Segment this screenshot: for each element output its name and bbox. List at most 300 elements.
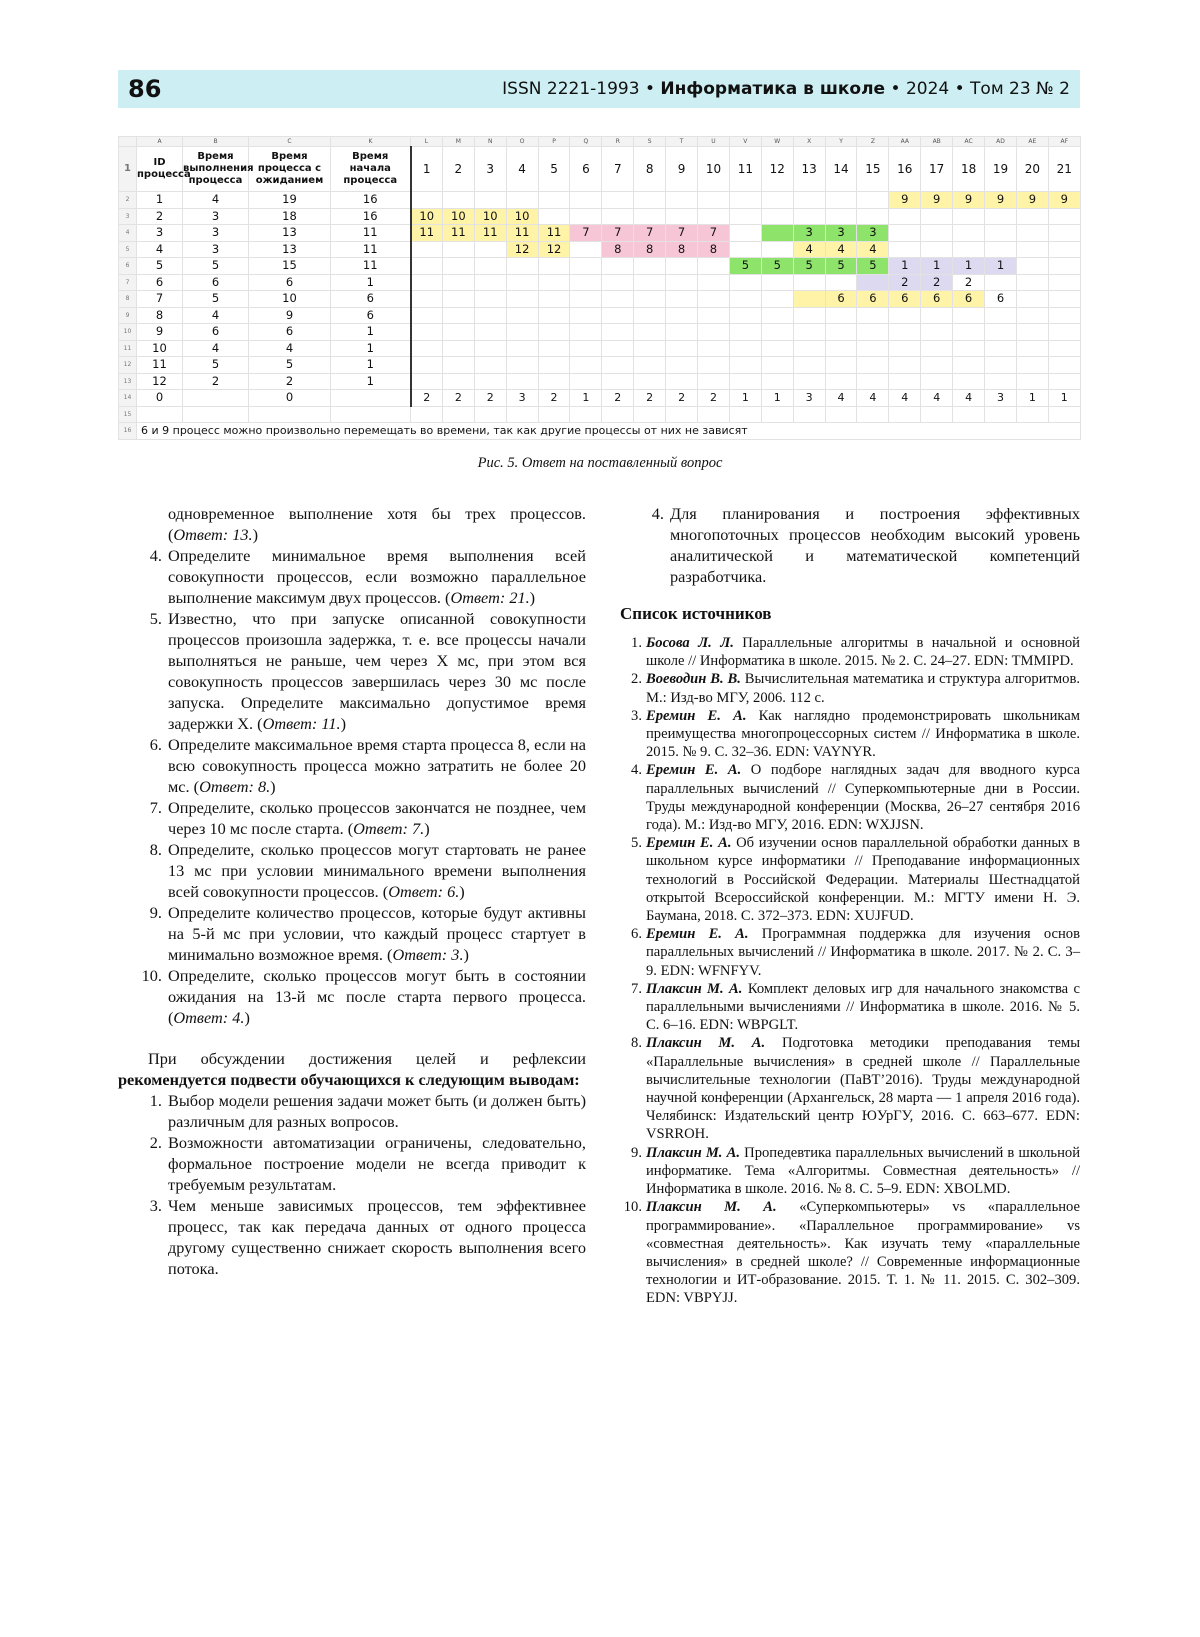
exec-time: 5 [183, 357, 249, 374]
empty-cell [538, 406, 570, 423]
time-cell [666, 192, 698, 209]
reference-item [620, 761, 1080, 834]
time-cell [1048, 241, 1080, 258]
empty-cell [1048, 406, 1080, 423]
time-cell [985, 373, 1017, 390]
time-cell [634, 258, 666, 275]
list-item [118, 839, 586, 902]
item-number: 4. [651, 504, 664, 523]
wait-time: 10 [249, 291, 331, 308]
time-cell [506, 357, 538, 374]
reference-text: Еремин Е. А. Программная поддержка для изучения основ параллельных вычислений // Информатика в школе. 2017. № 2. С. 3–9. EDN: WFNFYV. [646, 926, 1080, 979]
time-cell [634, 324, 666, 341]
wait-time: 6 [249, 324, 331, 341]
time-cell [570, 258, 602, 275]
wait-time: 9 [249, 307, 331, 324]
time-cell [857, 357, 889, 374]
time-cell [474, 373, 506, 390]
time-cell [793, 274, 825, 291]
time-header: 17 [921, 147, 953, 192]
time-cell [538, 340, 570, 357]
time-cell [793, 324, 825, 341]
reference-author: Плаксин М. А. [646, 980, 743, 997]
time-cell [570, 324, 602, 341]
list-item [118, 545, 586, 608]
time-cell [411, 291, 443, 308]
time-cell: 1 [953, 258, 985, 275]
column-letter: Q [570, 137, 602, 147]
time-cell [666, 307, 698, 324]
time-cell [666, 324, 698, 341]
reference-text: Босова Л. Л. Параллельные алгоритмы в начальной и основной школе // Информатика в школе. 2015. № 2. С. 24–27. EDN: TMMIPD. [646, 635, 1080, 670]
item-text: Определите количество процессов, которые будут активны на 5-й мс при условии, что каждый процесс стартует в минимально возможное время. (Ответ: 3.) [168, 903, 586, 964]
time-cell [1048, 373, 1080, 390]
reference-text: Еремин Е. А. Как наглядно продемонстрировать школьникам преимущества многопроцессорных систем // Информатика в школе. 2015. № 9. С. 32–36. EDN: VAYNYR. [646, 707, 1080, 761]
total-cell: 2 [634, 390, 666, 407]
empty-cell [602, 406, 634, 423]
time-cell [442, 192, 474, 209]
time-cell [825, 340, 857, 357]
time-cell [985, 208, 1017, 225]
time-cell [729, 324, 761, 341]
start-time: 6 [331, 307, 411, 324]
reference-text: Плаксин М. А. Комплект деловых игр для начального знакомства с параллельными вычислениями // Информатика в школе. 2016. № 5. С. 6–16. EDN: WBPGLT. [646, 980, 1080, 1034]
total-cell: 4 [825, 390, 857, 407]
column-letter: C [249, 137, 331, 147]
time-cell [411, 258, 443, 275]
total-a: 0 [137, 390, 183, 407]
empty-cell [1016, 406, 1048, 423]
reference-author: Босова Л. Л. [646, 635, 734, 651]
list-item [118, 965, 586, 1028]
time-cell [634, 208, 666, 225]
time-cell [538, 291, 570, 308]
total-cell: 1 [729, 390, 761, 407]
total-c: 0 [249, 390, 331, 407]
reference-number: 6. [631, 926, 642, 943]
time-cell [921, 324, 953, 341]
time-header: 5 [538, 147, 570, 192]
reference-item [620, 1034, 1080, 1143]
item-number: 5. [149, 609, 162, 628]
reference-number: 4. [631, 762, 642, 779]
start-time: 6 [331, 291, 411, 308]
empty-cell [411, 406, 443, 423]
time-cell [1016, 307, 1048, 324]
time-cell [985, 274, 1017, 291]
list-item [118, 608, 586, 734]
time-cell [953, 225, 985, 242]
left-column [118, 503, 586, 1279]
time-cell [985, 324, 1017, 341]
time-cell: 6 [825, 291, 857, 308]
time-cell [698, 274, 730, 291]
figure-caption: Рис. 5. Ответ на поставленный вопрос [477, 455, 723, 471]
time-cell [474, 258, 506, 275]
column-letter: T [666, 137, 698, 147]
process-id: 8 [137, 307, 183, 324]
time-cell [570, 357, 602, 374]
start-time: 16 [331, 192, 411, 209]
time-cell: 3 [857, 225, 889, 242]
time-cell [570, 274, 602, 291]
time-cell [889, 357, 921, 374]
item-text: Для планирования и построения эффективных многопоточных процессов необходим высокий уровень аналитической и математической компетенций разработчика. [670, 504, 1080, 586]
time-cell [602, 258, 634, 275]
time-cell [985, 357, 1017, 374]
start-time: 11 [331, 225, 411, 242]
time-cell [1048, 324, 1080, 341]
item-text: Определите минимальное время выполнения всей совокупности процессов, если возможно параллельное выполнение максимум двух процессов. (Ответ: 21.) [168, 546, 586, 607]
time-cell [953, 241, 985, 258]
time-cell: 7 [666, 225, 698, 242]
time-cell [602, 208, 634, 225]
time-cell [634, 192, 666, 209]
time-cell [921, 373, 953, 390]
column-letters-row [119, 137, 1081, 147]
column-letter: M [442, 137, 474, 147]
time-cell [1048, 340, 1080, 357]
time-cell [1016, 324, 1048, 341]
time-cell [953, 208, 985, 225]
process-id: 7 [137, 291, 183, 308]
time-cell [729, 208, 761, 225]
total-cell: 4 [889, 390, 921, 407]
empty-cell [506, 406, 538, 423]
time-cell [1016, 258, 1048, 275]
empty-cell [249, 406, 331, 423]
process-row [119, 225, 1081, 242]
time-cell [793, 291, 825, 308]
row-number: 13 [119, 373, 137, 390]
wait-time: 2 [249, 373, 331, 390]
total-cell: 2 [411, 390, 443, 407]
time-cell: 10 [474, 208, 506, 225]
references-title: Список источников [620, 604, 772, 623]
time-cell [411, 274, 443, 291]
time-cell [761, 225, 793, 242]
time-cell: 9 [1048, 192, 1080, 209]
conclusion-4 [620, 503, 1080, 587]
time-cell [442, 373, 474, 390]
empty-cell [698, 406, 730, 423]
time-cell [761, 340, 793, 357]
total-cell: 4 [857, 390, 889, 407]
column-letter: U [698, 137, 730, 147]
time-cell [570, 208, 602, 225]
process-id: 3 [137, 225, 183, 242]
time-cell [1016, 291, 1048, 308]
time-cell [442, 307, 474, 324]
page-number: 86 [128, 75, 162, 103]
process-id: 12 [137, 373, 183, 390]
time-header: 16 [889, 147, 921, 192]
process-row [119, 258, 1081, 275]
wait-time: 13 [249, 225, 331, 242]
time-cell [953, 373, 985, 390]
time-cell: 9 [985, 192, 1017, 209]
item-number: 7. [149, 798, 162, 817]
time-cell: 10 [442, 208, 474, 225]
time-cell [761, 291, 793, 308]
time-cell [506, 192, 538, 209]
time-cell: 8 [634, 241, 666, 258]
time-cell [825, 307, 857, 324]
item-number: 8. [149, 840, 162, 859]
time-cell: 5 [857, 258, 889, 275]
time-cell [666, 373, 698, 390]
row-number: 2 [119, 192, 137, 209]
time-cell [1048, 208, 1080, 225]
reference-text: Еремин Е. А. Об изучении основ параллельной обработки данных в школьном курсе информатики // Преподавание информационных технологий в Российской Федерации. Материалы Шестнадцатой открытой Всероссийской конференции. М.: МГТУ имени Н. Э. Баумана, 2018. С. 372–373. EDN: XUJFUD. [646, 835, 1080, 925]
time-cell: 9 [889, 192, 921, 209]
time-header: 6 [570, 147, 602, 192]
time-cell: 7 [602, 225, 634, 242]
process-id: 9 [137, 324, 183, 341]
time-cell [985, 225, 1017, 242]
time-header: 2 [442, 147, 474, 192]
time-cell [921, 241, 953, 258]
time-cell [570, 241, 602, 258]
time-cell [921, 340, 953, 357]
time-cell [538, 307, 570, 324]
time-cell [442, 258, 474, 275]
time-cell [411, 340, 443, 357]
column-letter: A [137, 137, 183, 147]
list-item [118, 1195, 586, 1279]
time-cell: 7 [698, 225, 730, 242]
time-cell: 11 [538, 225, 570, 242]
reference-number: 1. [631, 635, 642, 651]
time-cell [666, 357, 698, 374]
item-text: Определите, сколько процессов могут быть в состоянии ожидания на 13-й мс после старта первого процесса. (Ответ: 4.) [168, 966, 586, 1027]
time-cell [474, 291, 506, 308]
row-number: 5 [119, 241, 137, 258]
time-cell [761, 373, 793, 390]
time-cell: 5 [761, 258, 793, 275]
reference-item [620, 1198, 1080, 1307]
time-cell: 11 [474, 225, 506, 242]
total-cell: 4 [953, 390, 985, 407]
wait-time: 13 [249, 241, 331, 258]
time-cell [634, 274, 666, 291]
time-cell [825, 357, 857, 374]
time-cell: 6 [921, 291, 953, 308]
time-cell [411, 307, 443, 324]
time-cell: 10 [411, 208, 443, 225]
start-time: 11 [331, 241, 411, 258]
wait-time: 6 [249, 274, 331, 291]
time-cell: 10 [506, 208, 538, 225]
time-cell [953, 307, 985, 324]
column-header: Время начала процесса [331, 147, 411, 192]
row-number: 10 [119, 324, 137, 341]
time-cell [761, 192, 793, 209]
process-id: 5 [137, 258, 183, 275]
time-cell: 11 [442, 225, 474, 242]
time-cell: 4 [793, 241, 825, 258]
process-row [119, 373, 1081, 390]
exec-time: 3 [183, 225, 249, 242]
time-cell [793, 373, 825, 390]
time-cell: 8 [602, 241, 634, 258]
time-cell [761, 357, 793, 374]
item-number: 6. [149, 735, 162, 754]
list-item [620, 503, 1080, 587]
time-cell: 1 [921, 258, 953, 275]
total-cell: 1 [1048, 390, 1080, 407]
reference-number: 7. [631, 980, 642, 997]
time-cell [442, 340, 474, 357]
total-cell: 1 [761, 390, 793, 407]
exec-time: 6 [183, 274, 249, 291]
row-number: 16 [119, 423, 137, 440]
time-cell [474, 192, 506, 209]
time-cell [474, 324, 506, 341]
total-cell: 4 [921, 390, 953, 407]
time-cell: 8 [698, 241, 730, 258]
time-cell: 7 [570, 225, 602, 242]
time-cell [538, 357, 570, 374]
process-row [119, 357, 1081, 374]
process-id: 4 [137, 241, 183, 258]
time-cell [506, 291, 538, 308]
time-cell [793, 192, 825, 209]
exec-time: 6 [183, 324, 249, 341]
time-cell [602, 192, 634, 209]
row-number: 7 [119, 274, 137, 291]
total-cell: 2 [538, 390, 570, 407]
reference-item [620, 834, 1080, 925]
para-lead: При обсуждении достижения целей и рефлексии [148, 1049, 586, 1068]
column-letter: R [602, 137, 634, 147]
column-letter: W [761, 137, 793, 147]
time-cell [857, 340, 889, 357]
wait-time: 5 [249, 357, 331, 374]
column-letter: Y [825, 137, 857, 147]
time-cell: 5 [793, 258, 825, 275]
time-header: 21 [1048, 147, 1080, 192]
process-id: 2 [137, 208, 183, 225]
time-header: 9 [666, 147, 698, 192]
reference-author: Воеводин В. В. [646, 671, 741, 688]
time-cell: 6 [953, 291, 985, 308]
time-cell [889, 373, 921, 390]
header-row [119, 147, 1081, 192]
time-cell [1048, 291, 1080, 308]
item-text: Чем меньше зависимых процессов, тем эффективнее процесс, так как передача данных от одного процесса другому существенно снижает скорость выполнения всего потока. [168, 1196, 586, 1278]
time-cell [602, 357, 634, 374]
reference-item [620, 925, 1080, 980]
empty-cell [761, 406, 793, 423]
process-table [118, 136, 1081, 440]
reference-text: Плаксин М. А. Пропедевтика параллельных вычислений в школьной информатике. Тема «Алгоритмы. Совместная деятельность» // Информатика в школе. 2016. № 8. С. 5–9. EDN: XBOLMD. [646, 1144, 1080, 1198]
time-cell [506, 258, 538, 275]
column-letter: AF [1048, 137, 1080, 147]
time-cell [1016, 357, 1048, 374]
reference-text: Плаксин М. А. «Суперкомпьютеры» vs «параллельное программирование». «Параллельное программирование» vs «совместная деятельность». Как изучать тему «параллельные вычисления» в средней школе? // Современные информационные технологии и ИТ-образование. 2015. Т. 1. № 11. 2015. С. 302–309. EDN: VBPYJJ. [646, 1199, 1081, 1307]
time-cell: 9 [953, 192, 985, 209]
time-cell: 7 [634, 225, 666, 242]
list-item [118, 1090, 586, 1132]
total-cell: 1 [1016, 390, 1048, 407]
column-letter: X [793, 137, 825, 147]
time-cell [602, 373, 634, 390]
column-header: ID процесса [137, 147, 183, 192]
time-cell [793, 357, 825, 374]
time-cell [889, 324, 921, 341]
empty-cell [729, 406, 761, 423]
item-number: 9. [149, 903, 162, 922]
exec-time: 3 [183, 208, 249, 225]
time-cell [634, 307, 666, 324]
time-cell [698, 291, 730, 308]
process-row [119, 307, 1081, 324]
row-number: 8 [119, 291, 137, 308]
time-cell [506, 307, 538, 324]
time-cell [698, 307, 730, 324]
empty-cell [474, 406, 506, 423]
time-cell: 6 [985, 291, 1017, 308]
time-cell [538, 208, 570, 225]
total-cell: 3 [985, 390, 1017, 407]
time-cell [1048, 225, 1080, 242]
start-time: 11 [331, 258, 411, 275]
time-cell [698, 192, 730, 209]
exec-time: 4 [183, 340, 249, 357]
item-number: 4. [149, 546, 162, 565]
time-cell [889, 340, 921, 357]
reference-item [620, 1144, 1080, 1199]
reference-item [620, 707, 1080, 762]
process-row [119, 324, 1081, 341]
process-id: 6 [137, 274, 183, 291]
row-number: 14 [119, 390, 137, 407]
time-cell [1048, 357, 1080, 374]
time-cell [698, 258, 730, 275]
journal-info: ISSN 2221-1993 • Информатика в школе • 2024 • Том 23 № 2 [502, 79, 1070, 99]
reference-number: 8. [631, 1035, 642, 1052]
time-cell: 5 [825, 258, 857, 275]
time-cell [666, 291, 698, 308]
journal-title: Информатика в школе [660, 79, 886, 99]
time-cell [729, 291, 761, 308]
time-cell [921, 225, 953, 242]
reference-author: Еремин Е. А. [646, 926, 749, 943]
reference-author: Еремин Е. А. [646, 762, 742, 779]
time-cell [634, 373, 666, 390]
time-header: 15 [857, 147, 889, 192]
total-cell: 2 [442, 390, 474, 407]
empty-cell [985, 406, 1017, 423]
column-letter: N [474, 137, 506, 147]
process-id: 1 [137, 192, 183, 209]
total-k [331, 390, 411, 407]
row-number: 12 [119, 357, 137, 374]
time-cell [889, 307, 921, 324]
reference-text: Воеводин В. В. Вычислительная математика и структура алгоритмов. М.: Изд-во МГУ, 2006. 112 с. [646, 671, 1080, 706]
time-header: 18 [953, 147, 985, 192]
column-letter: AA [889, 137, 921, 147]
time-cell [857, 307, 889, 324]
empty-cell [634, 406, 666, 423]
start-time: 1 [331, 324, 411, 341]
time-cell: 4 [857, 241, 889, 258]
empty-cell [857, 406, 889, 423]
time-cell [825, 274, 857, 291]
time-cell [857, 373, 889, 390]
row-number: 1 [119, 147, 137, 192]
